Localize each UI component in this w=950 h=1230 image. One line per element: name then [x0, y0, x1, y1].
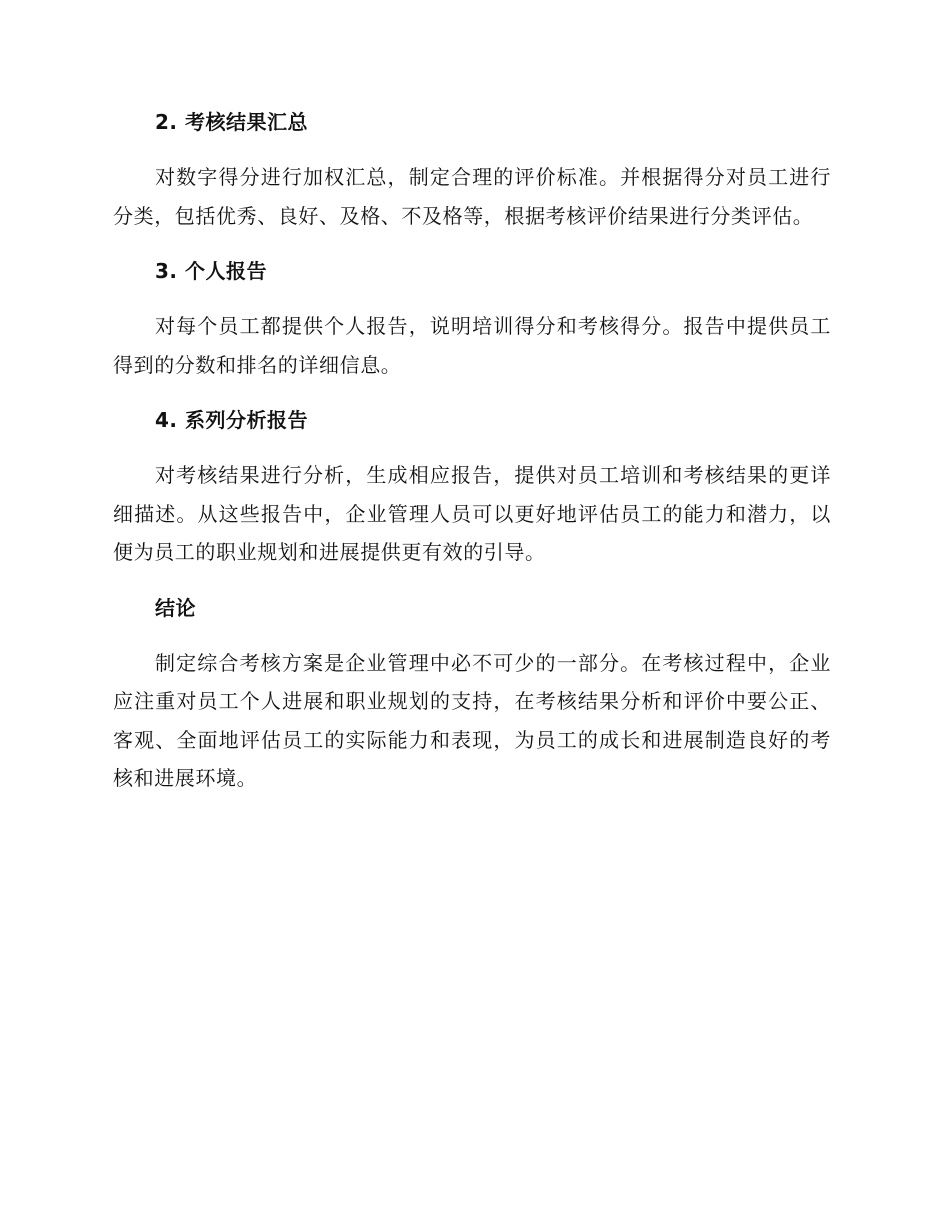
section-heading-personal-report: 3. 个人报告 — [155, 259, 267, 283]
section-body-conclusion: 制定综合考核方案是企业管理中必不可少的一部分。在考核过程中，企业应注重对员工个人进展和职业规划的支持，在考核结果分析和评价中要公正、客观、全面地评估员工的实际能力和表现，为员工的成长和进展制造良好的考核和进展环境。 — [113, 650, 831, 790]
section-heading-series-analysis: 4. 系列分析报告 — [155, 408, 308, 432]
section-heading-results-summary: 2. 考核结果汇总 — [155, 110, 308, 134]
section-heading-conclusion: 结论 — [155, 595, 196, 620]
section-body-personal-report: 对每个员工都提供个人报告，说明培训得分和考核得分。报告中提供员工得到的分数和排名的详细信息。 — [113, 314, 831, 377]
document-page — [113, 108, 831, 820]
section-body-series-analysis: 对考核结果进行分析，生成相应报告，提供对员工培训和考核结果的更详细描述。从这些报告中，企业管理人员可以更好地评估员工的能力和潜力，以便为员工的职业规划和进展提供更有效的引导。 — [113, 463, 831, 564]
section-body-results-summary: 对数字得分进行加权汇总，制定合理的评价标准。并根据得分对员工进行分类，包括优秀、良好、及格、不及格等，根据考核评价结果进行分类评估。 — [113, 165, 831, 228]
